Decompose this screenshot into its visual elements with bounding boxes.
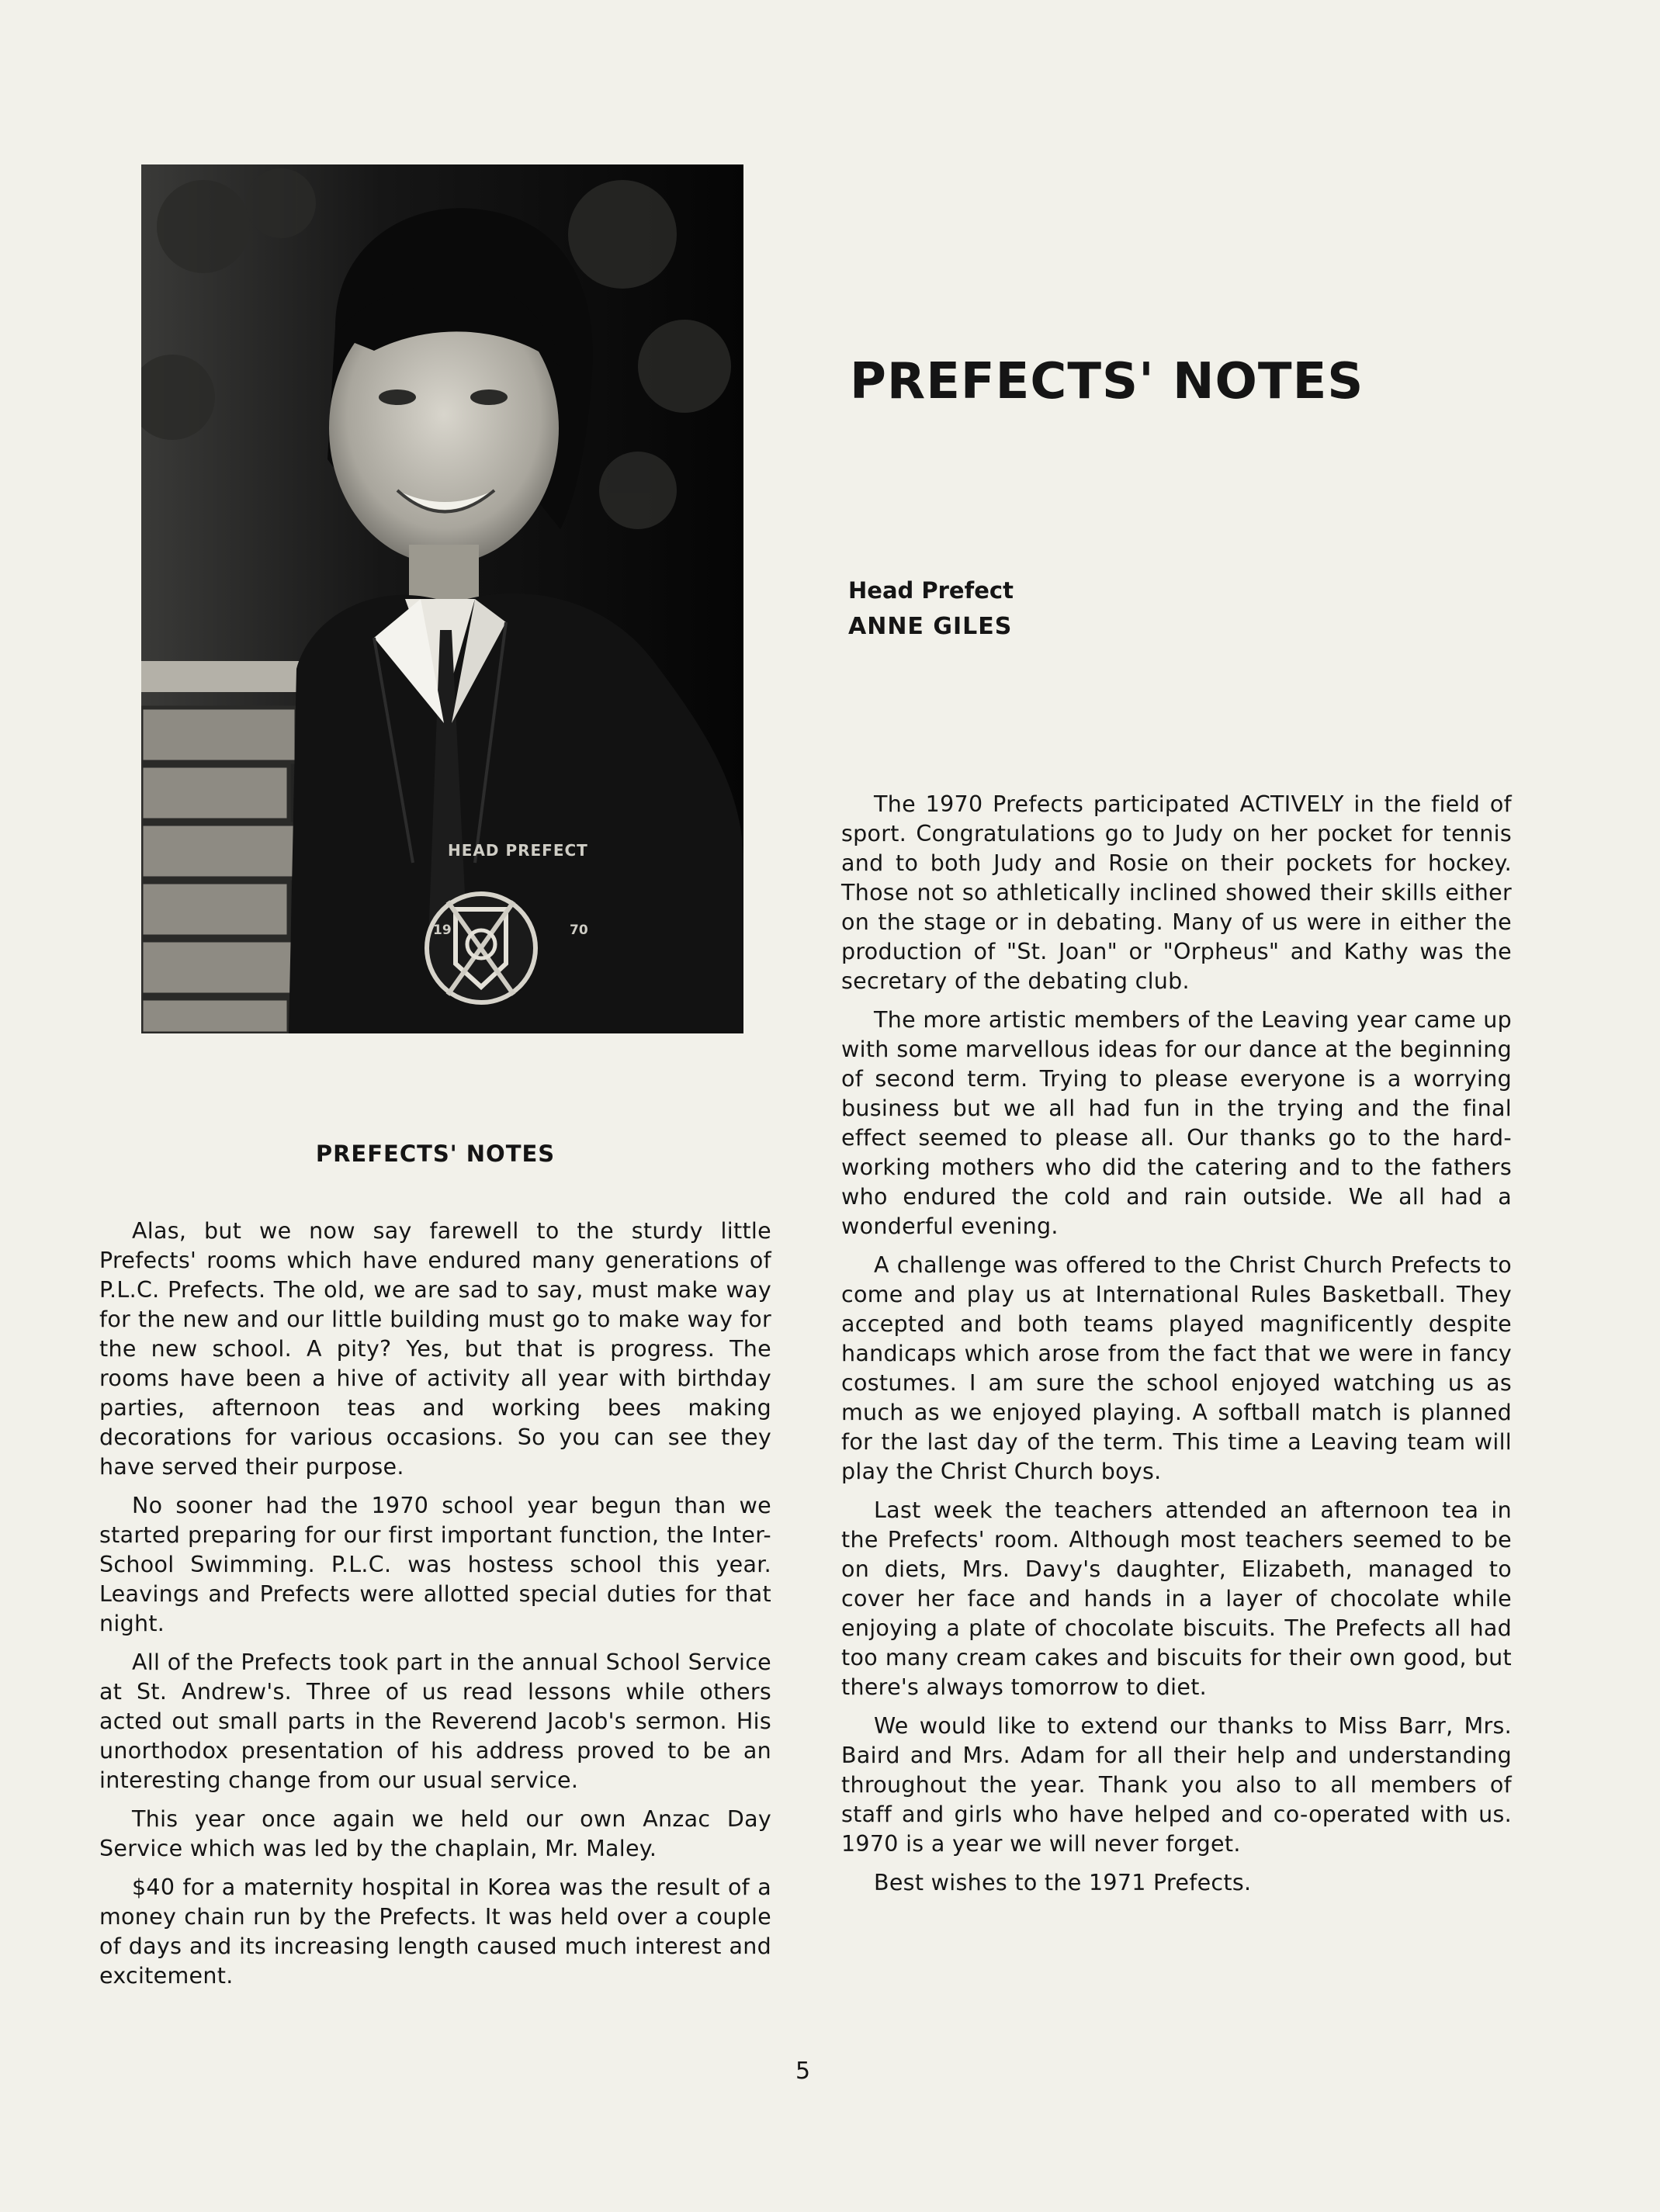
badge-year-right: 70 bbox=[570, 923, 588, 938]
prefect-name: ANNE GILES bbox=[848, 613, 1013, 640]
page-title: PREFECTS' NOTES bbox=[850, 353, 1364, 410]
paragraph: The more artistic members of the Leaving year came up with some marvellous ideas for our dance at the beginning of second term. Trying to please everyone is a worrying business but we all had fun in the trying and the final effect seemed to please all. Our thanks go to the hard-working mothers who did the catering and to the fathers who endured the cold and rain outside. We all had a wonderful evening. bbox=[841, 1007, 1512, 1239]
column-heading: PREFECTS' NOTES bbox=[315, 1141, 556, 1167]
page-number: 5 bbox=[795, 2058, 811, 2085]
portrait-image bbox=[141, 164, 743, 1033]
paragraph: No sooner had the 1970 school year begun than we started preparing for our first important function, the Inter-School Swimming. P.L.C. was hostess school this year. Leavings and Prefects were allotted special duties for that night. bbox=[99, 1493, 771, 1636]
paragraph: The 1970 Prefects participated ACTIVELY in the field of sport. Congratulations go to Judy on her pocket for tennis and to both Judy and Rosie on their pockets for hockey. Those not so athletically inclined showed their skills either on the stage or in debating. Many of us were in either the production of "St. Joan" or "Orpheus" and Kathy was the secretary of the debating club. bbox=[841, 791, 1512, 994]
badge-text: HEAD PREFECT bbox=[448, 841, 588, 860]
paragraph: Alas, but we now say farewell to the sturdy little Prefects' rooms which have endured many generations of P.L.C. Prefects. The old, we are sad to say, must make way for the new and our little building must go to make way for the new school. A pity? Yes, but that is progress. The rooms have been a hive of activity all year with birthday parties, afternoon teas and working bees making decorations for various occasions. So you can see they have served their purpose. bbox=[99, 1218, 771, 1480]
paragraph: All of the Prefects took part in the annual School Service at St. Andrew's. Three of us read lessons while others acted out small parts in the Reverend Jacob's sermon. His unorthodox presentation of his address proved to be an interesting change from our usual service. bbox=[99, 1649, 771, 1793]
head-prefect-photo bbox=[141, 164, 743, 1033]
paragraph: This year once again we held our own Anzac Day Service which was led by the chaplain, Mr. Maley. bbox=[99, 1806, 771, 1861]
right-column bbox=[841, 790, 1512, 1907]
badge-year-left: 19 bbox=[433, 923, 452, 938]
paragraph: Best wishes to the 1971 Prefects. bbox=[874, 1870, 1252, 1895]
left-column bbox=[99, 1141, 771, 2000]
school-crest-badge bbox=[427, 894, 535, 1002]
paragraph: We would like to extend our thanks to Miss Barr, Mrs. Baird and Mrs. Adam for all their help and understanding throughout the year. Thank you also to all members of staff and girls who have helped and co-operated with us. 1970 is a year we will never forget. bbox=[841, 1713, 1512, 1857]
role-label: Head Prefect bbox=[848, 577, 1014, 604]
paragraph: Last week the teachers attended an afternoon tea in the Prefects' room. Although most teachers seemed to be on diets, Mrs. Davy's daughter, Elizabeth, managed to cover her face and hands in a layer of chocolate while enjoying a plate of chocolate biscuits. The Prefects all had too many cream cakes and biscuits for their own good, but there's always tomorrow to diet. bbox=[841, 1497, 1512, 1700]
paragraph: $40 for a maternity hospital in Korea was the result of a money chain run by the Prefects. It was held over a couple of days and its increasing length caused much interest and excitement. bbox=[99, 1874, 771, 1989]
paragraph: A challenge was offered to the Christ Church Prefects to come and play us at International Rules Basketball. They accepted and both teams played magnificently despite handicaps which arose from the fact that we were in fancy costumes. I am sure the school enjoyed watching us as much as we enjoyed playing. A softball match is planned for the last day of the term. This time a Leaving team will play the Christ Church boys. bbox=[841, 1252, 1512, 1484]
